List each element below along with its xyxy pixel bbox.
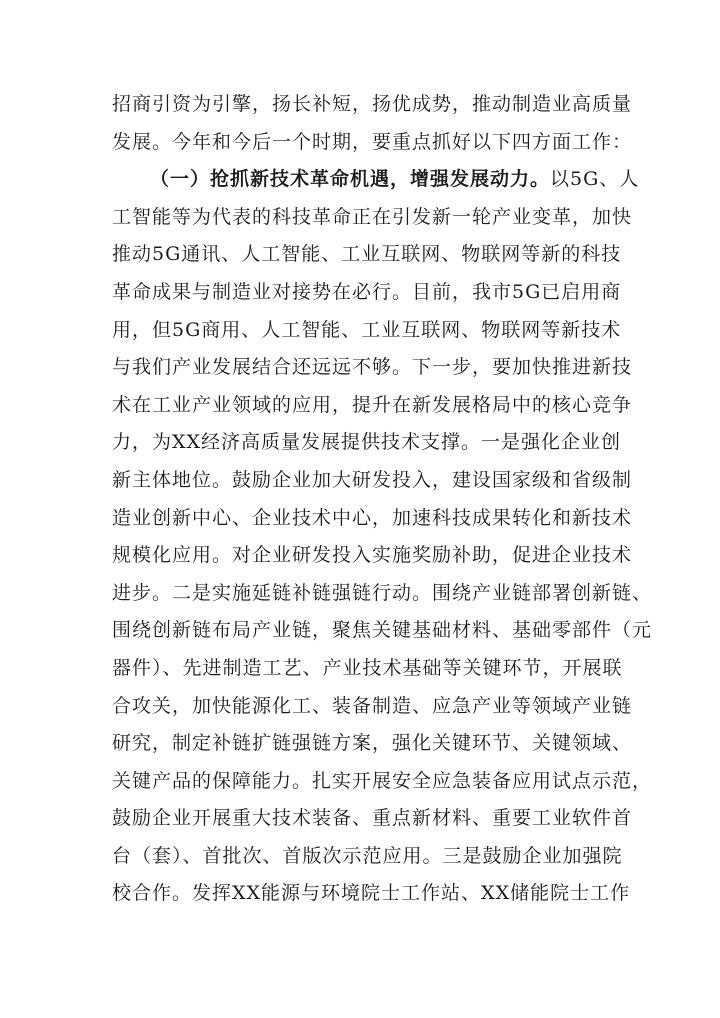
document-body xyxy=(112,86,653,913)
text-line: 术在工业产业领域的应用，提升在新发展格局中的核心竞争 xyxy=(112,393,633,416)
section-heading-line: （一）抢抓新技术革命机遇，增强发展动力。以5G、人 xyxy=(150,168,640,191)
text-line: 器件）、先进制造工艺、产业技术基础等关键环节，开展联 xyxy=(112,656,623,679)
text-line: 合攻关，加快能源化工、装备制造、应急产业等领域产业链 xyxy=(112,694,633,717)
text-line: 规模化应用。对企业研发投入实施奖励补助，促进企业技术 xyxy=(112,544,633,567)
text-line: 校合作。发挥XX能源与环境院士工作站、XX储能院士工作 xyxy=(112,882,631,905)
text-line: 推动5G通讯、人工智能、工业互联网、物联网等新的科技 xyxy=(112,243,622,266)
text-line: 与我们产业发展结合还远远不够。下一步，要加快推进新技 xyxy=(112,356,633,379)
section-heading: （一）抢抓新技术革命机遇，增强发展动力。 xyxy=(150,168,551,191)
text-line: 革命成果与制造业对接势在必行。目前，我市5G已启用商 xyxy=(112,280,622,303)
text-line: 研究，制定补链扩链强链方案，强化关键环节、关键领域、 xyxy=(112,732,633,755)
text-line: 台（套）、首批次、首版次示范应用。三是鼓励企业加强院 xyxy=(112,844,623,867)
text-line: 关键产品的保障能力。扎实开展安全应急装备应用试点示范， xyxy=(112,769,653,792)
text-line: 发展。今年和今后一个时期，要重点抓好以下四方面工作： xyxy=(112,130,633,153)
text-line: 围绕创新链布局产业链，聚焦关键基础材料、基础零部件（元 xyxy=(112,619,653,642)
text-line: 用，但5G商用、人工智能、工业互联网、物联网等新技术 xyxy=(112,318,622,341)
text-line: 进步。二是实施延链补链强链行动。围绕产业链部署创新链、 xyxy=(112,581,653,604)
text-line: 招商引资为引擎，扬长补短，扬优成势，推动制造业高质量 xyxy=(112,93,633,115)
text-line: 造业创新中心、企业技术中心，加速科技成果转化和新技术 xyxy=(112,506,633,529)
text-line: 鼓励企业开展重大技术装备、重点新材料、重要工业软件首 xyxy=(112,807,633,830)
text-line: 新主体地位。鼓励企业加大研发投入，建设国家级和省级制 xyxy=(112,468,633,491)
text-line: 工智能等为代表的科技革命正在引发新一轮产业变革，加快 xyxy=(112,205,633,228)
text-line: 力，为XX经济高质量发展提供技术支撑。一是强化企业创 xyxy=(112,431,622,454)
